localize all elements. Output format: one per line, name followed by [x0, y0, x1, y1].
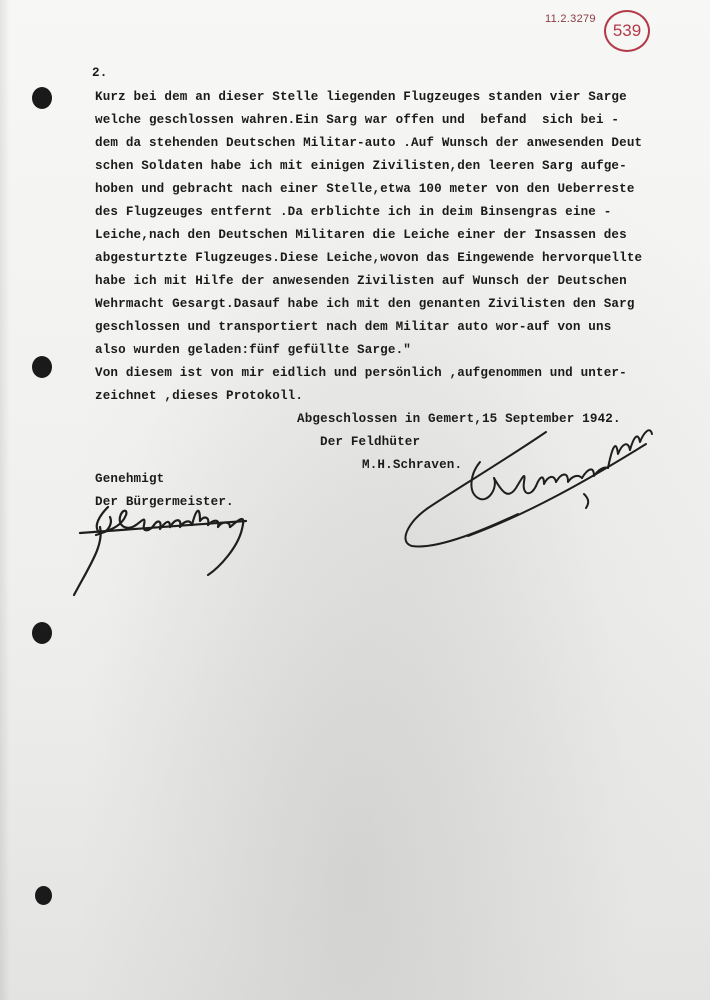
archive-reference-number: 11.2.3279 — [545, 13, 596, 25]
punch-hole — [32, 356, 52, 378]
mayor-title: Der Bürgermeister. — [95, 495, 234, 509]
punch-hole — [35, 886, 52, 905]
page-marker: 2. — [92, 66, 108, 80]
signer-name: M.H.Schraven. — [362, 458, 463, 472]
body-line: des Flugzeuges entfernt .Da erblichte ich in deim Binsengras eine - — [95, 205, 612, 219]
page-number-stamp: 539 — [604, 10, 650, 52]
body-line: abgesturtzte Flugzeuges.Diese Leiche,wovon das Eingewende hervorquellte — [95, 251, 643, 265]
approval-label: Genehmigt — [95, 472, 165, 486]
body-line: hoben und gebracht nach einer Stelle,etwa 100 meter von den Ueberreste — [95, 182, 635, 196]
body-line: Von diesem ist von mir eidlich und persönlich ,aufgenommen und unter- — [95, 366, 627, 380]
body-line: Kurz bei dem an dieser Stelle liegenden Flugzeuges standen vier Sarge — [95, 90, 627, 104]
body-line: geschlossen und transportiert nach dem Militar auto wor-auf von uns — [95, 320, 612, 334]
body-line: Leiche,nach den Deutschen Militaren die Leiche einer der Insassen des — [95, 228, 627, 242]
concluded-place-date: Abgeschlossen in Gemert,15 September 1942. — [297, 412, 621, 426]
mayor-signature — [70, 495, 260, 600]
punch-hole — [32, 622, 52, 644]
body-line: dem da stehenden Deutschen Militar-auto .Auf Wunsch der anwesenden Deut — [95, 136, 643, 150]
body-line: Wehrmacht Gesargt.Dasauf habe ich mit den genanten Zivilisten den Sarg — [95, 297, 635, 311]
body-line: habe ich mit Hilfe der anwesenden Zivilisten auf Wunsch der Deutschen — [95, 274, 627, 288]
body-line: schen Soldaten habe ich mit einigen Zivilisten,den leeren Sarg aufge- — [95, 159, 627, 173]
punch-hole — [32, 87, 52, 109]
page-edge-shadow — [0, 0, 10, 1000]
body-line: welche geschlossen wahren.Ein Sarg war offen und befand sich bei - — [95, 113, 620, 127]
body-line: zeichnet ,dieses Protokoll. — [95, 389, 304, 403]
body-line: also wurden geladen:fünf gefüllte Sarge." — [95, 343, 412, 357]
field-guard-signature — [398, 418, 658, 553]
signer-role: Der Feldhüter — [320, 435, 421, 449]
